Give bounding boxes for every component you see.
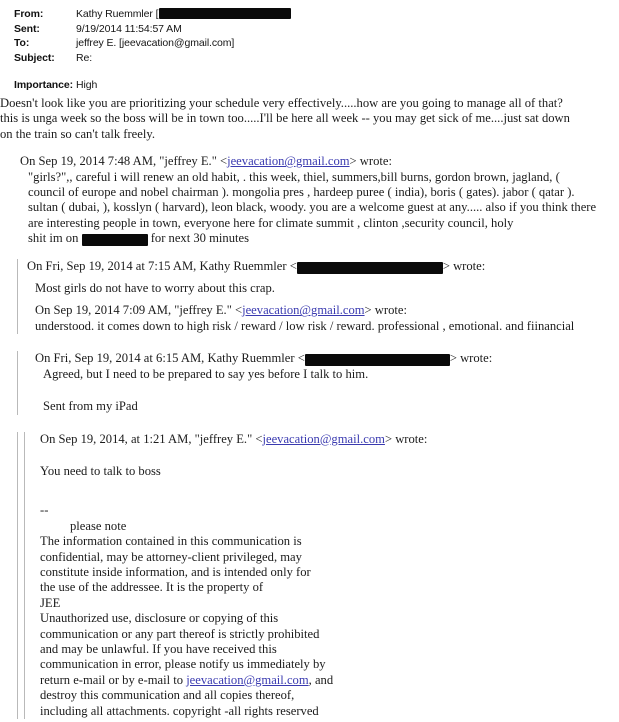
quote-5-attr-pre: On Sep 19, 2014, at 1:21 AM, "jeffrey E." < [40, 431, 263, 446]
quote-1-text-b [20, 231, 598, 246]
spacer [0, 142, 619, 154]
spacer [0, 415, 619, 432]
spacer [40, 447, 596, 464]
header-row-importance [14, 79, 604, 94]
disclaimer-line-6: Unauthorized use, disclosure or copying of this [40, 611, 279, 626]
signature-dashes: -- [40, 503, 49, 518]
opening-paragraph: Doesn't look like you are prioritizing your schedule very effectively.....how are you going to manage all of that? this is unga week so the boss will be in town too.....I'll be here all week -- you may get sick of me....just sat down on the train so can't talk freely. [0, 96, 570, 141]
quote-2-attr-post: > wrote: [442, 258, 486, 273]
quote-1-attribution [20, 154, 598, 169]
signature-block [40, 503, 596, 719]
quote-1-text-b-post: for next 30 minutes [150, 231, 249, 246]
header-value-to: jeffrey E. [jeevacation@gmail.com] [76, 37, 235, 49]
disclaimer-line-11: destroy this communication and all copies thereof, [40, 688, 295, 703]
spacer [35, 382, 597, 399]
quote-1-attr-pre: On Sep 19, 2014 7:48 AM, "jeffrey E." < [20, 154, 228, 169]
quote-bar-level-2b [24, 432, 25, 720]
quote-block-5 [40, 432, 596, 720]
quote-2-attr-pre: On Fri, Sep 19, 2014 at 7:15 AM, Kathy Ruemmler < [27, 258, 297, 273]
quote-4-attribution [35, 351, 597, 366]
disclaimer-line-1: The information contained in this communication is [40, 534, 302, 549]
header-label-importance: Importance: [14, 79, 73, 91]
quote-block-4 [35, 351, 597, 414]
spacer [0, 334, 619, 351]
email-link-jeevacation-4[interactable]: jeevacation@gmail.com [186, 672, 309, 687]
email-link-jeevacation-2[interactable]: jeevacation@gmail.com [242, 303, 365, 318]
quote-4-text: Agreed, but I need to be prepared to say yes before I talk to him. [43, 366, 369, 381]
quote-5-attribution [40, 432, 596, 447]
disclaimer-line-10 [40, 673, 596, 688]
sent-from-ipad: Sent from my iPad [43, 399, 138, 414]
email-link-jeevacation-3[interactable]: jeevacation@gmail.com [262, 431, 385, 446]
disclaimer-line-3: constitute inside information, and is intended only for [40, 564, 311, 579]
header-value-subject: Re: [76, 51, 93, 64]
quote-2-attribution [27, 259, 597, 274]
quote-3-text: understood. it comes down to high risk / reward / low risk / reward. professional , emotional. and fiinancial [35, 318, 575, 333]
disclaimer-line-10-pre: return e-mail or by e-mail to [40, 672, 184, 687]
quote-5-attr-post: > wrote: [384, 431, 428, 446]
header-value-from [76, 8, 291, 20]
quote-5-text: You need to talk to boss [40, 463, 161, 478]
disclaimer-line-5: JEE [40, 595, 61, 610]
quote-3-attr-post: > wrote: [364, 303, 407, 318]
disclaimer-line-12: including all attachments. copyright -all rights reserved [40, 703, 319, 718]
email-link-jeevacation-1[interactable]: jeevacation@gmail.com [227, 154, 350, 169]
header-label-from: From: [14, 8, 44, 20]
header-value-importance: High [76, 79, 98, 91]
disclaimer-line-2: confidential, may be attorney-client privileged, may [40, 549, 302, 564]
header-row-subject [14, 52, 604, 67]
redaction-block-sender-615 [305, 354, 450, 366]
header-value-sent: 9/19/2014 11:54:57 AM [76, 22, 182, 35]
quote-3-attribution [27, 303, 597, 318]
header-label-to: To: [14, 37, 30, 49]
disclaimer-line-4: the use of the addressee. It is the property of [40, 580, 264, 595]
spacer [27, 274, 597, 281]
disclaimer-line-9: communication in error, please notify us immediately by [40, 657, 326, 672]
header-row-to [14, 37, 604, 52]
header-row-sent [14, 23, 604, 38]
spacer [0, 247, 619, 259]
quote-3-attr-pre: On Sep 19, 2014 7:09 AM, "jeffrey E." < [35, 303, 243, 318]
quote-1-text-a: "girls?",, careful i will renew an old habit, . this week, thiel, summers,bill burns, gordon brown, jagland, ( council of europe and nobel chairman ). mongolia pres , hardeep puree ( india), boris ( gates). jabor ( qatar ). sultan ( dubai, ), kosslyn ( harvard), leon black, woody. you are a welcome guest at any..... also if you think there are interesting people in town, everyone here for climate summit , clinton ,security council, holy [28, 169, 597, 230]
disclaimer-line-8: and may be unlawful. If you have received this [40, 641, 277, 656]
quote-block-1 [20, 154, 598, 246]
signature-please-note: please note [70, 518, 127, 533]
disclaimer-line-7: communication or any part thereof is strictly prohibited [40, 626, 320, 641]
quote-block-2 [27, 259, 597, 335]
quote-bar-level-1 [17, 259, 18, 335]
header-label-sent: Sent: [14, 22, 40, 35]
header-row-from [14, 8, 604, 23]
quote-2-text: Most girls do not have to worry about this crap. [35, 281, 275, 296]
spacer [40, 496, 596, 503]
spacer [27, 296, 597, 303]
quote-4-attr-pre: On Fri, Sep 19, 2014 at 6:15 AM, Kathy Ruemmler < [35, 351, 305, 366]
quote-1-text-b-pre: shit im on [28, 231, 79, 246]
email-header [14, 8, 604, 94]
header-label-subject: Subject: [14, 51, 55, 64]
quote-block-3 [27, 303, 597, 334]
quote-1-attr-post: > wrote: [349, 154, 392, 169]
quote-bar-level-2a [17, 432, 18, 720]
disclaimer-line-10-post: , and [308, 672, 334, 687]
spacer [40, 479, 596, 496]
from-text: Kathy Ruemmler [ [76, 8, 159, 20]
redaction-block-location [82, 234, 148, 246]
redaction-block-from [159, 8, 291, 19]
email-body [0, 96, 619, 719]
quote-4-attr-post: > wrote: [449, 351, 493, 366]
quote-bar-level-1b [17, 351, 18, 414]
redaction-block-sender-715 [297, 262, 443, 274]
